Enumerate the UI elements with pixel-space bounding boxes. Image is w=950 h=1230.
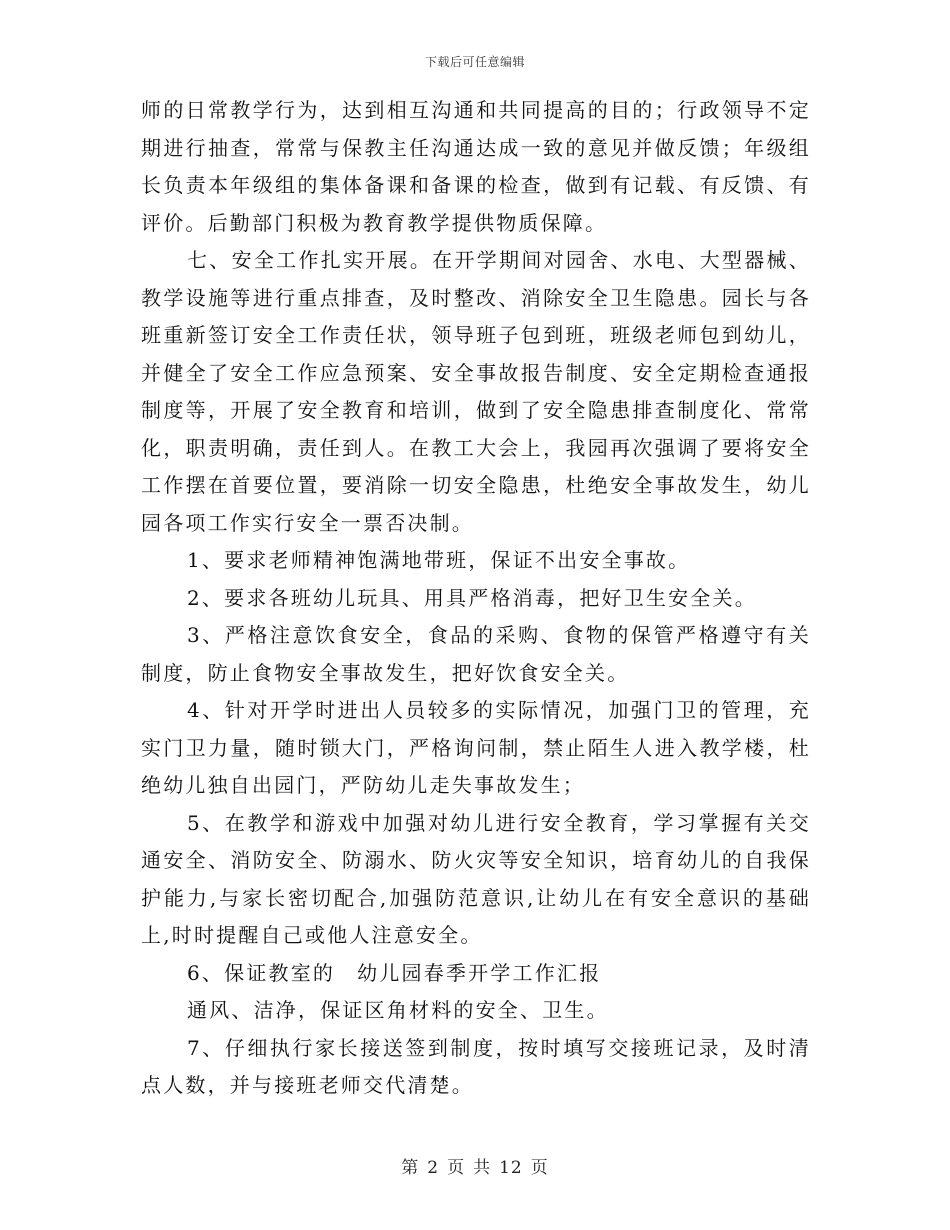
page-header: 下载后可任意编辑 [424, 55, 525, 69]
paragraph-section-seven: 七、安全工作扎实开展。在开学期间对园舍、水电、大型器械、教学设施等进行重点排查，及时整改、消除安全卫生隐患。园长与各班重新签订安全工作责任状，领导班子包到班，班级老师包到幼儿，并健全了安全工作应急预案、安全事故报告制度、安全定期检查通报制度等，开展了安全教育和培训，做到了安全隐患排查制度化、常常化，职责明确，责任到人。在教工大会上，我园再次强调了要将安全工作摆在首要位置，要消除一切安全隐患，杜绝安全事故发生，幼儿园各项工作实行安全一票否决制。 [141, 248, 811, 535]
footer-label-page: 第 [401, 1158, 420, 1178]
list-item-7: 7、仔细执行家长接送签到制度，按时填写交接班记录，及时清点人数，并与接班老师交代清楚。 [141, 1035, 811, 1097]
footer-current-page: 2 [427, 1158, 440, 1178]
inline-document-title: 幼儿园春季开学工作汇报 [357, 960, 602, 985]
footer-total-pages: 12 [499, 1158, 523, 1178]
list-item-6-prefix: 6、保证教室的 [187, 960, 336, 985]
footer-label-total: 共 [473, 1158, 492, 1178]
footer-label-end: 页 [530, 1158, 549, 1178]
paragraph-continuation: 师的日常教学行为，达到相互沟通和共同提高的目的；行政领导不定期进行抽查，常常与保教主任沟通达成一致的意见并做反馈；年级组长负责本年级组的集体备课和备课的检查，做到有记载、有反馈、有评价。后勤部门积极为教育教学提供物质保障。 [141, 98, 811, 235]
list-item-1: 1、要求老师精神饱满地带班，保证不出安全事故。 [187, 548, 691, 572]
list-item-4: 4、针对开学时进出人员较多的实际情况，加强门卫的管理，充实门卫力量，随时锁大门，严格询问制，禁止陌生人进入教学楼，杜绝幼儿独自出园门，严防幼儿走失事故发生； [141, 698, 811, 797]
footer-label-of: 页 [447, 1158, 466, 1178]
document-body [141, 92, 811, 1105]
list-item-6-continuation: 通风、洁净，保证区角材料的安全、卫生。 [187, 998, 609, 1022]
page-footer [0, 1153, 950, 1178]
list-item-6 [141, 955, 811, 993]
list-item-2: 2、要求各班幼儿玩具、用具严格消毒，把好卫生安全关。 [187, 585, 757, 610]
list-item-3: 3、严格注意饮食安全，食品的采购、食物的保管严格遵守有关制度，防止食物安全事故发生，把好饮食安全关。 [141, 623, 811, 685]
list-item-5: 5、在教学和游戏中加强对幼儿进行安全教育，学习掌握有关交通安全、消防安全、防溺水、防火灾等安全知识，培育幼儿的自我保护能力,与家长密切配合,加强防范意识,让幼儿在有安全意识的基础上,时时提醒自己或他人注意安全。 [141, 810, 811, 947]
